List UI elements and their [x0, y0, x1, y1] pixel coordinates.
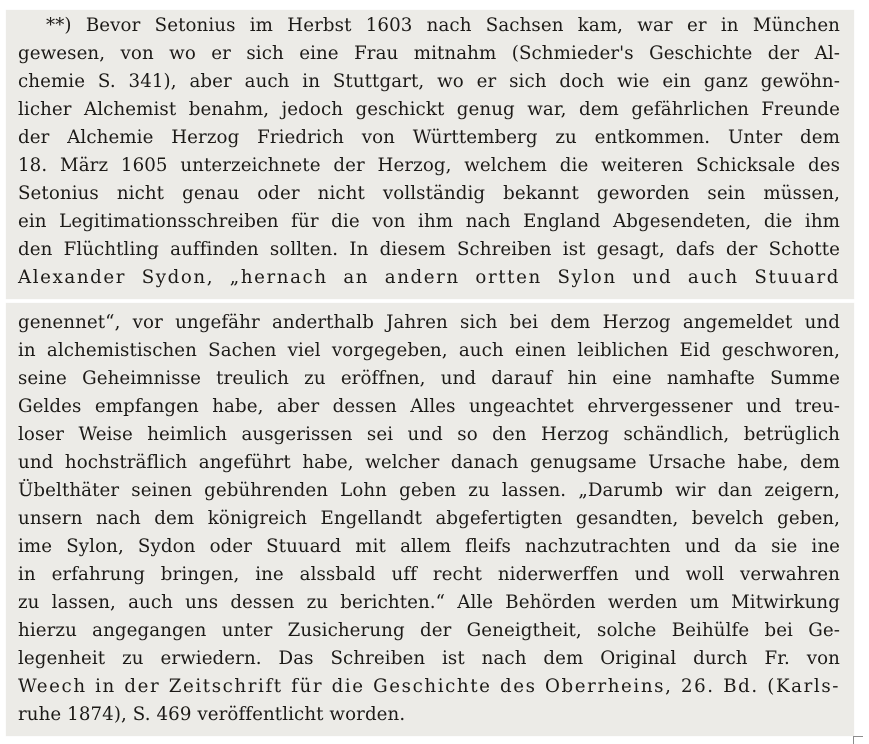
text-line: loser Weise heimlich ausgerissen sei und so den Herzog schändlich, betrüglich: [18, 424, 840, 445]
text-line: chemie S. 341), aber auch in Stuttgart, wo er sich doch wie ein ganz gewöhn-: [18, 71, 840, 92]
text-line: zu lassen, auch uns dessen zu berichten.“ Alle Behörden werden um Mitwirkung: [18, 592, 840, 613]
text-line: Übelthäter seinen gebührenden Lohn geben zu lassen. „Darumb wir dan zeigern,: [18, 480, 840, 501]
text-line: ein Legitimationsschreiben für die von ihm nach England Abgesendeten, die ihm: [18, 211, 840, 232]
scan-fragment-bottom: [6, 303, 854, 736]
text-line: licher Alchemist benahm, jedoch geschickt genug war, dem gefährlichen Freunde: [18, 99, 840, 120]
resize-corner-icon: [853, 736, 863, 744]
text-line: Weech in der Zeitschrift für die Geschichte des Oberrheins, 26. Bd. (Karls-: [18, 676, 840, 697]
text-line: Alexander Sydon, „hernach an andern ortten Sylon und auch Stuuard: [18, 267, 840, 288]
text-line: genennet“, vor ungefähr anderthalb Jahren sich bei dem Herzog angemeldet und: [18, 312, 840, 333]
text-line: **) Bevor Setonius im Herbst 1603 nach Sachsen kam, war er in München: [46, 15, 840, 36]
text-line: ime Sylon, Sydon oder Stuuard mit allem fleifs nachzutrachten und da sie ine: [18, 536, 840, 557]
text-line: Geldes empfangen habe, aber dessen Alles ungeachtet ehrvergessener und treu-: [18, 396, 840, 417]
text-line: Setonius nicht genau oder nicht vollständig bekannt geworden sein müssen,: [18, 183, 840, 204]
text-line: ruhe 1874), S. 469 veröffentlicht worden.: [18, 704, 406, 725]
text-line: 18. März 1605 unterzeichnete der Herzog, welchem die weiteren Schicksale des: [18, 155, 840, 176]
text-line: unsern nach dem königreich Engellandt abgefertigten gesandten, bevelch geben,: [18, 508, 840, 529]
text-line: hierzu angegangen unter Zusicherung der Geneigtheit, solche Beihülfe bei Ge-: [18, 620, 840, 641]
text-line: gewesen, von wo er sich eine Frau mitnahm (Schmieder's Geschichte der Al-: [18, 43, 840, 64]
text-line: seine Geheimnisse treulich zu eröffnen, und darauf hin eine namhafte Summe: [18, 368, 840, 389]
text-line: den Flüchtling auffinden sollten. In diesem Schreiben ist gesagt, dafs der Schotte: [18, 239, 840, 260]
text-line: in erfahrung bringen, ine alssbald uff recht niderwerffen und woll verwahren: [18, 564, 840, 585]
text-line: legenheit zu erwiedern. Das Schreiben ist nach dem Original durch Fr. von: [18, 648, 840, 669]
text-line: in alchemistischen Sachen viel vorgegeben, auch einen leiblichen Eid geschworen,: [18, 340, 840, 361]
scan-fragment-top: [6, 10, 854, 299]
text-line: der Alchemie Herzog Friedrich von Württemberg zu entkommen. Unter dem: [18, 127, 840, 148]
text-line: und hochsträflich angeführt habe, welcher danach genugsame Ursache habe, dem: [18, 452, 840, 473]
